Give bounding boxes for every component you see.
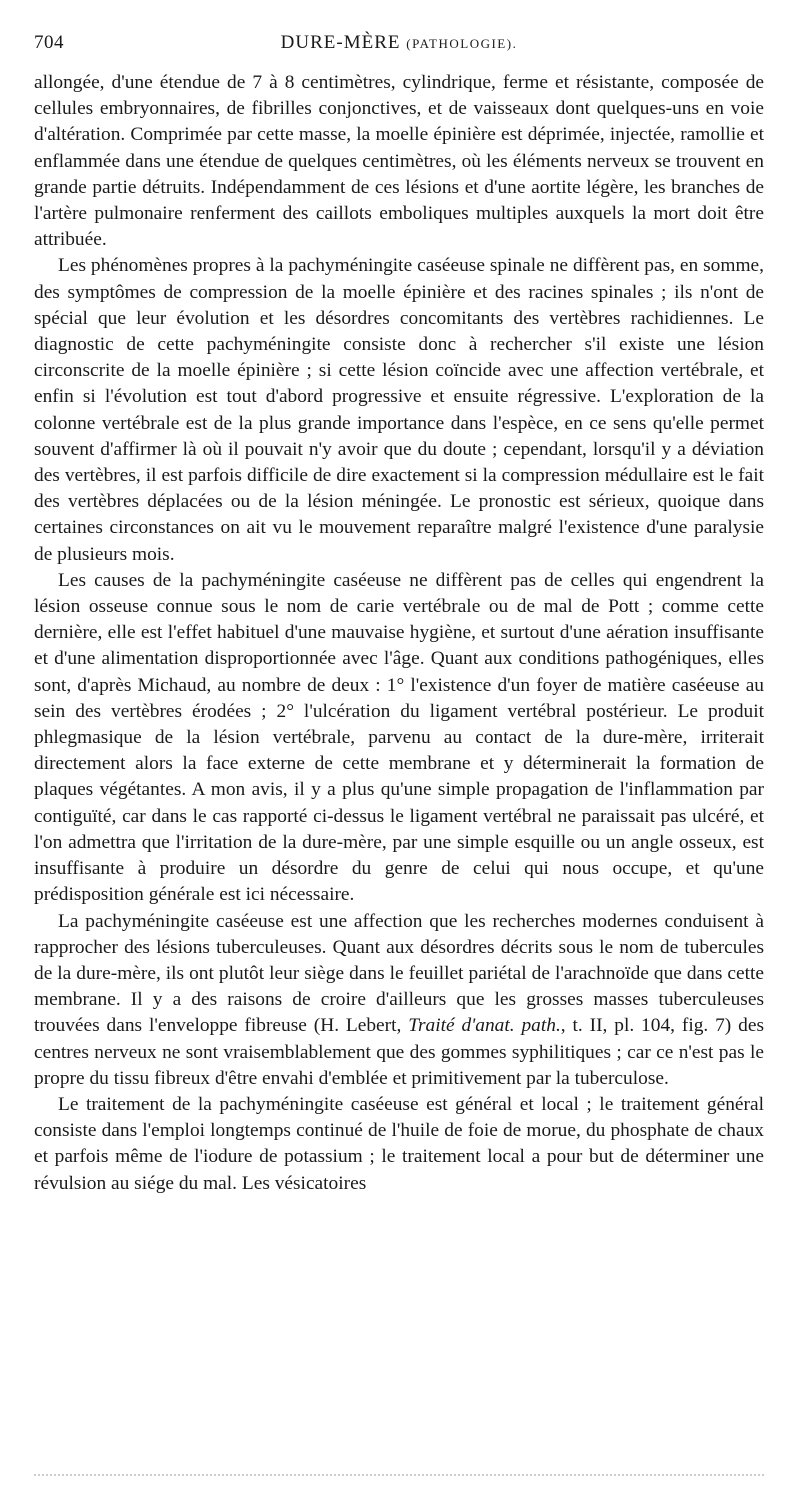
paragraph-tuberculosis-text-before: La pachyméningite caséeuse est une affection que les recherches modernes conduisent à rapprocher des lésions tuberculeuses. Quant aux désordres décrits sous le nom de tubercules de la dure-mère, ils ont plutôt leur siège dans le feuillet pariétal de l'arachnoïde que dans cette membrane. Il y a des raisons de croire d'ailleurs que les grosses masses tuberculeuses trouvées dans l'enveloppe fibreuse (H. Lebert,: [34, 910, 764, 1037]
body-text: [34, 70, 764, 1197]
running-title-subtitle: (PATHOLOGIE).: [406, 36, 518, 51]
paragraph-tuberculosis: [34, 909, 764, 1092]
paragraph-treatment: Le traitement de la pachyméningite caséeuse est général et local ; le traitement général consiste dans l'emploi longtemps continué de l'huile de foie de morue, du phosphate de chaux et parfois même de l'iodure de potassium ; le traitement local a pour but de déterminer une révulsion au siége du mal. Les vésicatoires: [34, 1093, 764, 1194]
paragraph-symptoms: Les phénomènes propres à la pachyméningite caséeuse spinale ne diffèrent pas, en somme, des symptômes de compression de la moelle épinière et des racines spinales ; ils n'ont de spécial que leur évolution et les désordres concomitants des vertèbres rachidiennes. Le diagnostic de cette pachyméningite consiste donc à rechercher s'il existe une lésion circonscrite de la moelle épinière ; si cette lésion coïncide avec une affection vertébrale, et enfin si l'évolution est tout d'abord progressive et ensuite régressive. L'exploration de la colonne vertébrale est de la plus grande importance dans l'espèce, en ce sens qu'elle permet souvent d'affirmer là où il pouvait n'y avoir que du doute ; cependant, lorsqu'il y a déviation des vertèbres, il est parfois difficile de dire exactement si la compression médullaire est le fait des vertèbres déplacées ou de la lésion méningée. Le pronostic est sérieux, quoique dans certaines circonstances on ait vu le mouvement reparaître malgré l'existence d'une paralysie de plusieurs mois.: [34, 255, 764, 565]
document-page: [34, 28, 764, 1197]
running-title: [34, 32, 764, 54]
paragraph-tuberculosis-text-after: , t. II, pl. 104, fig. 7) des centres nerveux ne sont vraisemblablement que des gommes syphilitiques ; car ce n'est pas le propre du tissu fibreux d'être envahi d'emblée et primitivement par la tuberculose.: [34, 1015, 764, 1089]
running-title-main: DURE-MÈRE: [280, 32, 401, 53]
page-number: 704: [34, 32, 64, 53]
running-header: [34, 28, 764, 58]
paragraph-causes: Les causes de la pachyméningite caséeuse ne diffèrent pas de celles qui engendrent la lésion osseuse connue sous le nom de carie vertébrale ou de mal de Pott ; comme cette dernière, elle est l'effet habituel d'une mauvaise hygiène, et surtout d'une aération insuffisante et d'une alimentation disproportionnée avec l'âge. Quant aux conditions pathogéniques, elles sont, d'après Michaud, au nombre de deux : 1° l'existence d'un foyer de matière caséeuse au sein des vertèbres érodées ; 2° l'ulcération du ligament vertébral postérieur. Le produit phlegmasique de la lésion vertébrale, parvenu au contact de la dure-mère, irriterait directement alors la face externe de cette membrane et y déterminerait la formation de plaques végétantes. A mon avis, il y a plus qu'une simple propagation de l'inflammation par contiguïté, car dans le cas rapporté ci-dessus le ligament vertébral ne paraissait pas ulcéré, et l'on admettra que l'irritation de la dure-mère, par une simple esquille ou un angle osseux, est insuffisante à produire un désordre du genre de celui qui nous occupe, et qu'une prédisposition générale est ici nécessaire.: [34, 569, 764, 906]
citation-title: Traité d'anat. path.: [408, 1015, 561, 1037]
paragraph-continuation: allongée, d'une étendue de 7 à 8 centimètres, cylindrique, ferme et résistante, composée de cellules embryonnaires, de fibrilles conjonctives, et de vaisseaux dont quelques-uns en voie d'altération. Comprimée par cette masse, la moelle épinière est déprimée, injectée, ramollie et enflammée dans une étendue de quelques centimètres, où les éléments nerveux se trouvent en grande partie détruits. Indépendamment de ces lésions et d'une aortite légère, les branches de l'artère pulmonaire renferment des caillots emboliques multiples auxquels la mort doit être attribuée.: [34, 72, 764, 251]
footer-rule: [34, 1474, 764, 1476]
